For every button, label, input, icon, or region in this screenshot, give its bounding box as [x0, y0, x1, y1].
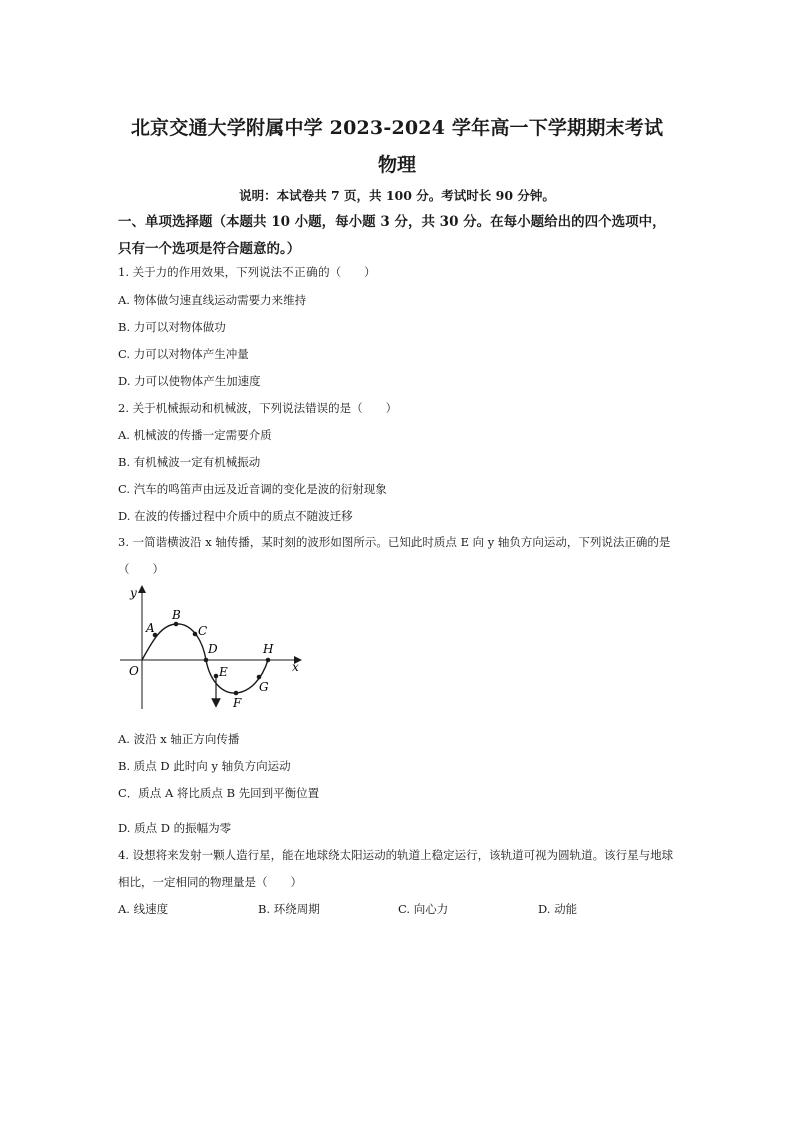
exam-instructions: 说明：本试卷共 7 页，共 100 分。考试时长 90 分钟。 — [239, 188, 555, 203]
wave-figure — [118, 583, 308, 713]
question-2-option-a: A. 机械波的传播一定需要介质 — [118, 428, 272, 442]
point-label-e: E — [219, 665, 228, 679]
question-4-option-d: D. 动能 — [538, 902, 578, 916]
origin-label: O — [129, 664, 139, 678]
point-label-c: C — [198, 624, 208, 638]
question-4-stem: 4. 设想将来发射一颗人造行星，能在地球绕太阳运动的轨道上稳定运行，该轨道可视为圆轨道。该行星与地球相比，一定相同的物理量是（ ） — [118, 848, 674, 889]
exam-title: 北京交通大学附属中学 2023-2024 学年高一下学期期末考试 — [130, 117, 664, 139]
question-1-option-d: D. 力可以使物体产生加速度 — [118, 374, 261, 388]
section-heading: 一、单项选择题（本题共 10 小题，每小题 3 分，共 30 分。在每小题给出的四个选项中，只有一个选项是符合题意的。） — [118, 214, 666, 257]
point-label-b: B — [172, 608, 181, 622]
question-2-option-b: B. 有机械波一定有机械振动 — [118, 455, 261, 469]
question-1-option-c: C. 力可以对物体产生冲量 — [118, 347, 249, 361]
axis-label-y: y — [130, 586, 137, 600]
point-label-g: G — [259, 680, 269, 694]
question-4-options — [118, 901, 678, 917]
question-2-option-d: D. 在波的传播过程中介质中的质点不随波迁移 — [118, 509, 353, 523]
emphasis-text: 不正确 — [282, 265, 319, 279]
point-b-dot — [174, 622, 179, 627]
exam-subject: 物理 — [377, 154, 416, 176]
question-2-option-c: C. 汽车的鸣笛声由远及近音调的变化是波的衍射现象 — [118, 482, 387, 496]
question-3-option-a: A. 波沿 x 轴正方向传播 — [118, 732, 240, 746]
question-3-option-c: C．质点 A 将比质点 B 先回到平衡位置 — [118, 786, 320, 800]
point-label-d: D — [208, 642, 218, 656]
question-1-stem: 1. 关于力的作用效果，下列说法不正确的（ ） — [118, 265, 376, 279]
point-g-dot — [257, 675, 262, 680]
axis-label-x: x — [292, 660, 299, 674]
point-e-dot — [214, 674, 219, 679]
point-d-dot — [204, 658, 209, 663]
question-3-option-d: D. 质点 D 的振幅为零 — [118, 821, 232, 835]
question-4-option-b: B. 环绕周期 — [258, 902, 320, 916]
point-c-dot — [193, 632, 198, 637]
point-label-h: H — [263, 642, 274, 656]
question-4-option-c: C. 向心力 — [398, 902, 449, 916]
question-4-option-a: A. 线速度 — [118, 902, 169, 916]
point-h-dot — [266, 658, 271, 663]
question-1-option-b: B. 力可以对物体做功 — [118, 320, 226, 334]
question-3-stem: 3. 一简谐横波沿 x 轴传播，某时刻的波形如图所示。已知此时质点 E 向 y 轴负方向运动，下列说法正确的是（ ） — [118, 535, 671, 576]
question-3-option-b: B. 质点 D 此时向 y 轴负方向运动 — [118, 759, 291, 773]
point-f-dot — [234, 691, 239, 696]
point-label-a: A — [146, 621, 155, 635]
point-label-f: F — [233, 696, 242, 710]
question-1-option-a: A. 物体做匀速直线运动需要力来维持 — [118, 293, 307, 307]
question-2-stem: 2. 关于机械振动和机械波，下列说法错误的是（ ） — [118, 401, 398, 415]
